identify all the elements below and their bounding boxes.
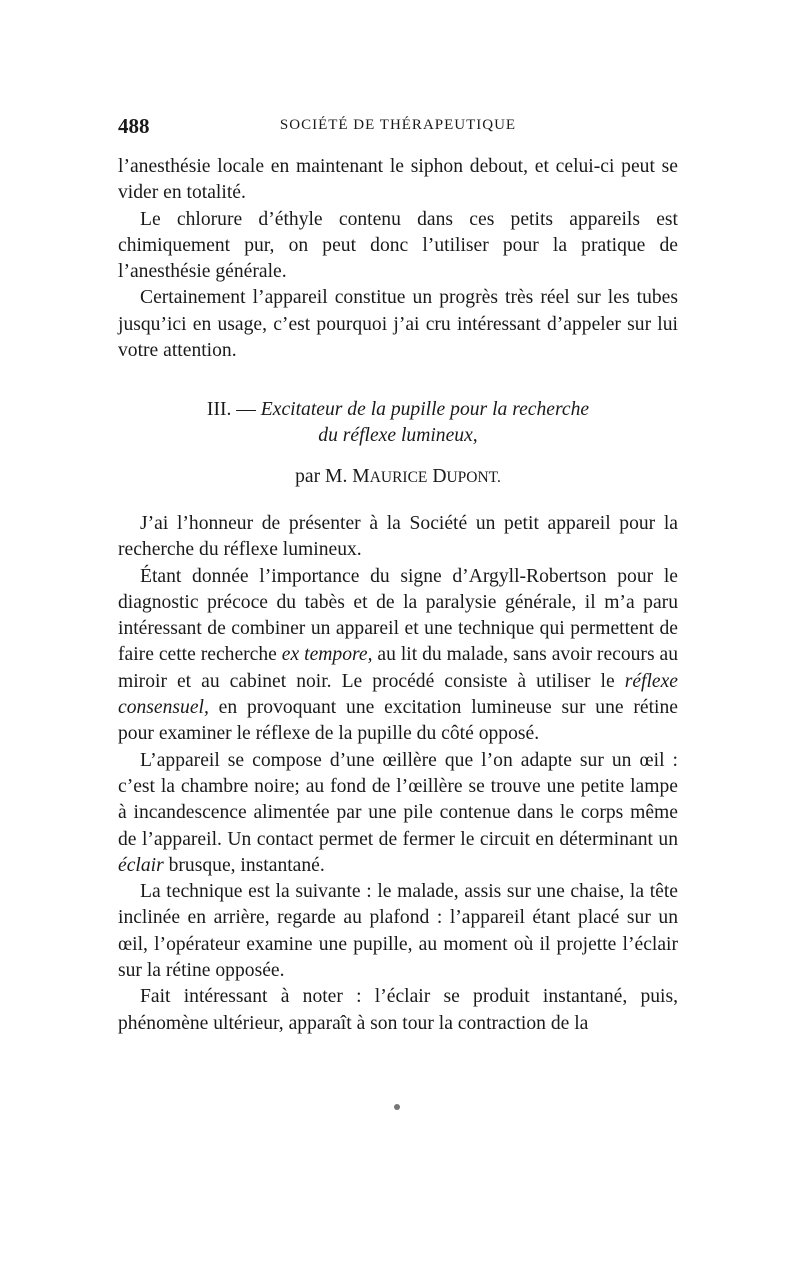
paragraph: Le chlorure d’éthyle contenu dans ces petits appareils est chimiquement pur, on peut donc l’utiliser pour la pratique de l’anesthésie générale. [118, 208, 678, 283]
paragraph: La technique est la suivante : le malade, assis sur une chaise, la tête inclinée en arrière, regarde au plafond : l’appareil étant placé sur un œil, l’opérateur examine une pupille, au moment où il projette l’éclair sur la rétine opposée. [118, 881, 678, 982]
text-block-article [118, 511, 678, 1037]
italic-term: réflexe consensuel, [118, 670, 678, 719]
author-last-initial: D [432, 466, 447, 487]
paragraph [118, 564, 678, 748]
author-first-initial: M [352, 466, 370, 487]
paragraph: Certainement l’appareil constitue un progrès très réel sur les tubes jusqu’ici en usage, c’est pourquoi j’ai cru intéressant d’appeler sur lui votre attention. [118, 287, 678, 362]
paragraph [118, 748, 678, 879]
page-number: 488 [118, 114, 150, 138]
running-head: SOCIÉTÉ DE THÉRAPEUTIQUE [279, 117, 517, 133]
text-run: au lit du malade, sans avoir recours au miroir et au cabinet noir. Le procédé consiste à utiliser le [118, 644, 679, 692]
paragraph: Fait intéressant à noter : l’éclair se produit instantané, puis, phénomène ultérieur, apparaît à son tour la contraction de la [118, 986, 678, 1034]
author-line [118, 466, 678, 488]
print-mark [394, 1104, 400, 1110]
paragraph: l’anesthésie locale en maintenant le siphon debout, et celui-ci peut se vider en totalité. [118, 156, 678, 204]
text-run: brusque, instantané. [163, 854, 325, 876]
section-title-line-2: du réflexe lumineux, [318, 425, 478, 446]
author-first-rest: AURICE [369, 469, 428, 486]
author-last-rest: UPONT. [446, 469, 501, 486]
section-title [118, 397, 678, 449]
section-title-line-1: Excitateur de la pupille pour la recherche [260, 399, 590, 420]
author-prefix: par M. [295, 466, 348, 487]
italic-term: ex tempore, [281, 644, 373, 666]
paragraph: J’ai l’honneur de présenter à la Société un petit appareil pour la recherche du réflexe lumineux. [118, 513, 678, 561]
section-number: III. — [206, 399, 256, 420]
text-block-previous-article [118, 154, 678, 364]
italic-term: éclair [118, 854, 164, 876]
text-run: en provoquant une excitation lumineuse sur une rétine pour examiner le réflexe de la pupille du côté opposé. [118, 697, 678, 745]
text-run: L’appareil se compose d’une œillère que l’on adapte sur un œil : c’est la chambre noire; au fond de l’œillère se trouve une petite lampe à incandescence alimentée par une pile contenue dans le corps même de l’appareil. Un contact permet de fermer le circuit en déterminant un [118, 749, 678, 850]
text-run: Étant donnée l’importance du signe d’Argyll-Robertson pour le diagnostic précoce du tabès et de la paralysie générale, il m’a paru intéressant de combiner un appareil et une technique qui permettent de faire cette recherche [118, 565, 678, 666]
page-header [118, 114, 678, 144]
